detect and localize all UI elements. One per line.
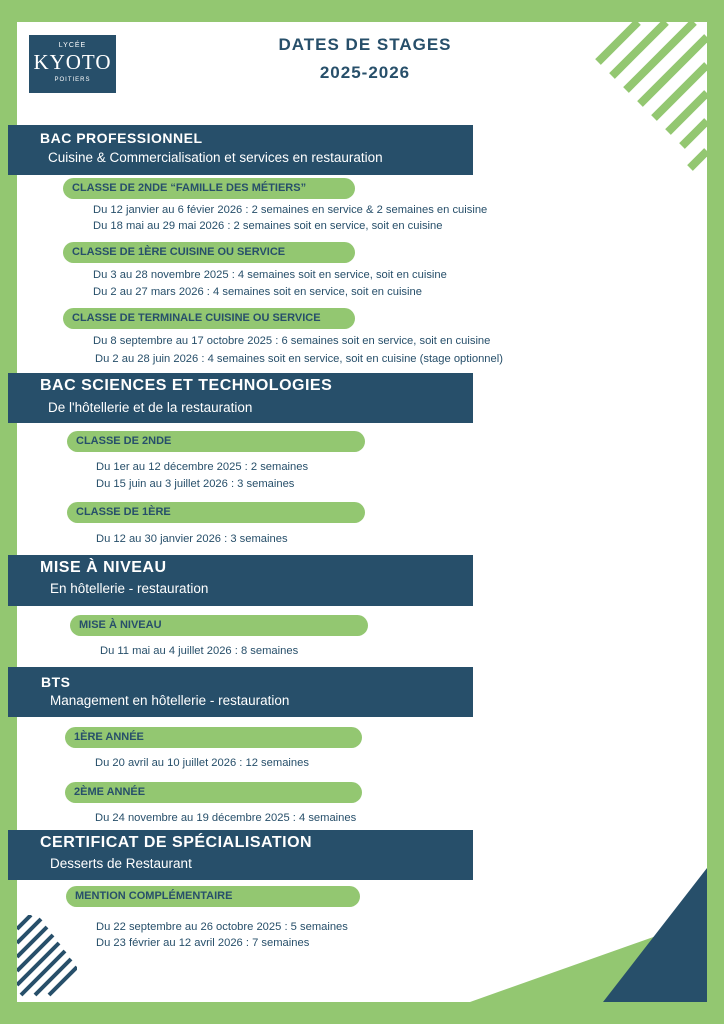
school-logo — [29, 35, 116, 93]
date-line: Du 2 au 27 mars 2026 : 4 semaines soit en service, soit en cuisine — [93, 286, 422, 298]
page-year: 2025-2026 — [319, 63, 411, 82]
date-line: Du 23 février au 12 avril 2026 : 7 semaines — [96, 937, 310, 949]
section-title: BAC SCIENCES ET TECHNOLOGIES — [40, 377, 333, 394]
section-title: MISE À NIVEAU — [40, 559, 167, 576]
date-line: Du 18 mai au 29 mai 2026 : 2 semaines soit en service, soit en cuisine — [93, 220, 443, 232]
section-header-bts — [8, 667, 473, 717]
class-label: CLASSE DE 2NDE “FAMILLE DES MÉTIERS” — [63, 178, 355, 199]
date-line: Du 8 septembre au 17 octobre 2025 : 6 semaines soit en service, soit en cuisine — [93, 335, 491, 347]
section-header-certificat — [8, 830, 473, 880]
date-line: Du 15 juin au 3 juillet 2026 : 3 semaines — [96, 478, 295, 490]
class-label: MENTION COMPLÉMENTAIRE — [66, 886, 360, 907]
date-line: Du 20 avril au 10 juillet 2026 : 12 semaines — [95, 757, 309, 769]
section-subtitle: Cuisine & Commercialisation et services en restauration — [48, 150, 383, 165]
logo-text-top: LYCÉE — [58, 42, 87, 49]
decorative-stripes-bottom-left — [17, 915, 77, 1002]
class-label: 2ÈME ANNÉE — [65, 782, 362, 803]
logo-text-bottom: POITIERS — [54, 77, 91, 83]
section-header-mise-a-niveau — [8, 555, 473, 606]
section-title: CERTIFICAT DE SPÉCIALISATION — [40, 834, 313, 851]
date-line: Du 12 janvier au 6 févier 2026 : 2 semaines en service & 2 semaines en cuisine — [93, 204, 488, 216]
date-line: Du 11 mai au 4 juillet 2026 : 8 semaines — [100, 645, 299, 657]
decorative-stripes-top-right — [590, 22, 707, 182]
class-label: CLASSE DE 2NDE — [67, 431, 365, 452]
class-label: CLASSE DE TERMINALE CUISINE OU SERVICE — [63, 308, 355, 329]
date-line: Du 22 septembre au 26 octobre 2025 : 5 semaines — [96, 921, 348, 933]
section-header-bac-pro — [8, 125, 473, 175]
decorative-triangle-bottom-right — [470, 860, 724, 1024]
class-label: CLASSE DE 1ÈRE CUISINE OU SERVICE — [63, 242, 355, 263]
date-line: Du 24 novembre au 19 décembre 2025 : 4 semaines — [95, 812, 357, 824]
section-subtitle: En hôtellerie - restauration — [50, 581, 209, 596]
section-header-bac-sth — [8, 373, 473, 423]
section-subtitle: Desserts de Restaurant — [50, 856, 192, 871]
date-line: Du 3 au 28 novembre 2025 : 4 semaines soit en service, soit en cuisine — [93, 269, 447, 281]
page-title: DATES DE STAGES — [278, 35, 452, 54]
class-label: MISE À NIVEAU — [70, 615, 368, 636]
section-subtitle: Management en hôtellerie - restauration — [50, 693, 290, 708]
date-line: Du 12 au 30 janvier 2026 : 3 semaines — [96, 533, 288, 545]
section-title: BTS — [41, 674, 71, 690]
section-subtitle: De l'hôtellerie et de la restauration — [48, 400, 253, 415]
class-label: 1ÈRE ANNÉE — [65, 727, 362, 748]
date-line: Du 2 au 28 juin 2026 : 4 semaines soit en service, soit en cuisine (stage optionnel) — [95, 353, 503, 365]
logo-text-main: KYOTO — [33, 50, 112, 74]
class-label: CLASSE DE 1ÈRE — [67, 502, 365, 523]
date-line: Du 1er au 12 décembre 2025 : 2 semaines — [96, 461, 309, 473]
section-title: BAC PROFESSIONNEL — [40, 130, 203, 146]
